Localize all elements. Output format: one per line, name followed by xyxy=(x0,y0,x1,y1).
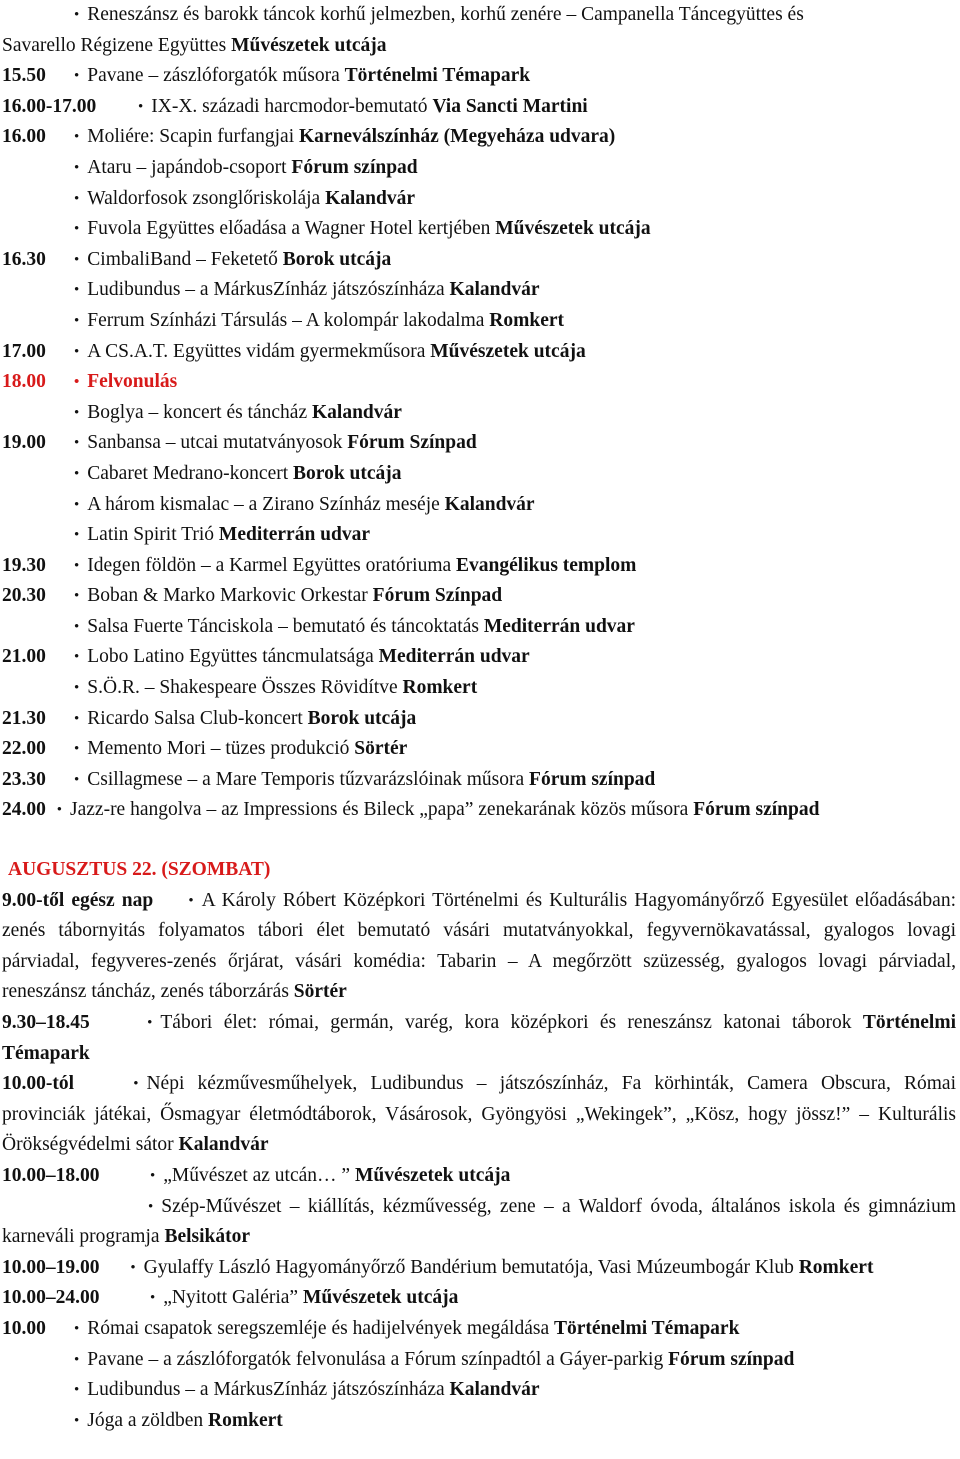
entry-text: Savarello Régizene Együttes xyxy=(2,34,232,56)
entry-text: Jóga a zöldben xyxy=(87,1409,209,1431)
schedule-paragraph xyxy=(2,1069,956,1161)
schedule-line xyxy=(2,551,956,582)
schedule-paragraph xyxy=(2,1253,956,1284)
schedule-line xyxy=(2,1161,956,1192)
entry-venue: Mediterrán udvar xyxy=(483,615,635,637)
entry-venue: Művészetek utcája xyxy=(302,1287,459,1309)
entry-venue: Karneválszínház (Megyeháza udvara) xyxy=(299,126,616,148)
schedule-line xyxy=(2,520,956,551)
schedule-line xyxy=(2,581,956,612)
entry-venue: Fórum színpad xyxy=(529,768,656,790)
schedule-line xyxy=(2,122,956,153)
entry-time: 19.30 xyxy=(2,554,46,576)
entry-venue: Borok utcája xyxy=(282,248,392,270)
schedule-line xyxy=(2,673,956,704)
entry-text: Népi kézművesműhelyek, Ludibundus – játszószínház, Fa körhinták, Camera Obscura, Római provinciák játékai, Ősmagyar életmódtáborok, Vásárosok, Gyöngyösi „Wekingek”, „Kösz, hogy jössz!” – Kulturális Örökségvédelmi sátor xyxy=(2,1073,956,1156)
entry-text: Latin Spirit Trió xyxy=(87,524,219,546)
entry-time: 20.30 xyxy=(2,585,46,607)
entry-venue: Művészetek utcája xyxy=(354,1164,511,1186)
entry-text: Boban & Marko Markovic Orkestar xyxy=(87,585,373,607)
schedule-line xyxy=(2,337,956,368)
schedule-paragraph xyxy=(2,1008,956,1069)
schedule-line xyxy=(2,184,956,215)
entry-time: 16.30 xyxy=(2,248,46,270)
schedule-line xyxy=(2,398,956,429)
entry-venue: Mediterrán udvar xyxy=(378,646,530,668)
schedule-line xyxy=(2,1345,956,1376)
schedule-line xyxy=(2,306,956,337)
entry-time: 9.30–18.45 xyxy=(2,1012,90,1033)
entry-text: Ataru – japándob-csoport xyxy=(87,156,292,178)
entry-time: 10.00–24.00 xyxy=(2,1287,100,1309)
entry-text: Csillagmese – a Mare Temporis tűzvarázslóinak műsora xyxy=(87,768,530,790)
entry-text: Memento Mori – tüzes produkció xyxy=(87,738,355,760)
entry-text: S.Ö.R. – Shakespeare Összes Rövidítve xyxy=(87,677,403,699)
entry-text: Római csapatok seregszemléje és hadijelvények megáldása xyxy=(87,1317,554,1339)
entry-text: Ricardo Salsa Club-koncert xyxy=(87,707,308,729)
entry-time: 19.00 xyxy=(2,432,46,454)
entry-venue: Kalandvár xyxy=(444,493,535,515)
entry-text: Idegen földön – a Karmel Együttes oratóriuma xyxy=(87,554,457,576)
schedule-line xyxy=(2,214,956,245)
entry-time: 16.00 xyxy=(2,126,46,148)
schedule-line xyxy=(2,153,956,184)
entry-text: Waldorfosok zsonglőriskolája xyxy=(87,187,326,209)
schedule-line xyxy=(2,31,956,62)
entry-text: „Művészet az utcán… ” xyxy=(163,1164,355,1186)
entry-text: CimbaliBand – Feketető xyxy=(87,248,283,270)
schedule-line xyxy=(2,1283,956,1314)
entry-time: 23.30 xyxy=(2,768,46,790)
day-heading: AUGUSZTUS 22. (SZOMBAT) xyxy=(8,859,271,881)
entry-venue: Romkert xyxy=(208,1409,283,1431)
entry-venue: Fórum színpad xyxy=(291,156,418,178)
schedule-line xyxy=(2,734,956,765)
entry-venue: Művészetek utcája xyxy=(231,34,387,56)
entry-text: Pavane – zászlóforgatók műsora xyxy=(87,65,345,87)
entry-venue: Történelmi Témapark xyxy=(344,65,531,87)
schedule-line xyxy=(2,245,956,276)
entry-time: 21.00 xyxy=(2,646,46,668)
entry-time: 15.50 xyxy=(2,65,46,87)
entry-text: Pavane – a zászlóforgatók felvonulása a Fórum színpadtól a Gáyer-parkig xyxy=(87,1348,669,1370)
schedule-line xyxy=(2,642,956,673)
entry-text: IX-X. századi harcmodor-bemutató xyxy=(151,95,433,117)
entry-time: 17.00 xyxy=(2,340,46,362)
schedule-line xyxy=(2,765,956,796)
entry-venue: Romkert xyxy=(798,1256,874,1278)
entry-venue: Belsikátor xyxy=(164,1226,251,1248)
entry-venue: Fórum színpad xyxy=(668,1348,795,1370)
entry-venue: Művészetek utcája xyxy=(430,340,586,362)
entry-venue: Kalandvár xyxy=(325,187,416,209)
entry-venue: Sörtér xyxy=(354,738,408,760)
entry-venue: Borok utcája xyxy=(307,707,417,729)
entry-venue: Fórum Színpad xyxy=(372,585,503,607)
schedule-paragraph xyxy=(2,886,956,1008)
entry-text: A CS.A.T. Együttes vidám gyermekműsora xyxy=(87,340,431,362)
entry-text: Gyulaffy László Hagyományőrző Bandérium bemutatója, Vasi Múzeumbogár Klub xyxy=(143,1256,799,1278)
schedule-line xyxy=(2,459,956,490)
entry-time: 18.00 xyxy=(2,371,46,393)
entry-text: „Nyitott Galéria” xyxy=(163,1287,303,1309)
entry-time: 24.00 xyxy=(2,799,46,821)
schedule-line xyxy=(2,1314,956,1345)
schedule-line xyxy=(2,0,956,31)
entry-venue: Kalandvár xyxy=(449,1379,540,1401)
schedule-line xyxy=(2,275,956,306)
schedule-line xyxy=(2,490,956,521)
entry-text: A három kismalac – a Zirano Színház meséje xyxy=(87,493,445,515)
entry-time: 22.00 xyxy=(2,738,46,760)
entry-text: Fuvola Együttes előadása a Wagner Hotel kertjében xyxy=(87,218,496,240)
entry-text: Boglya – koncert és táncház xyxy=(87,401,312,423)
schedule-line xyxy=(2,612,956,643)
entry-text: Lobo Latino Együttes táncmulatsága xyxy=(87,646,379,668)
schedule-line xyxy=(2,1406,956,1437)
entry-time: 10.00 xyxy=(2,1317,46,1339)
schedule-line xyxy=(2,1375,956,1406)
entry-venue: Művészetek utcája xyxy=(495,218,651,240)
entry-text: Tábori élet: római, germán, varég, kora középkori és reneszánsz katonai táborok xyxy=(160,1012,863,1033)
schedule-line xyxy=(2,92,956,123)
entry-text: Ferrum Színházi Társulás – A kolompár lakodalma xyxy=(87,309,490,331)
entry-venue: Romkert xyxy=(489,309,565,331)
entry-time: 21.30 xyxy=(2,707,46,729)
schedule-line xyxy=(2,61,956,92)
entry-text: Sanbansa – utcai mutatványosok xyxy=(87,432,348,454)
parade-label: • Felvonulás xyxy=(74,367,177,398)
entry-venue: Sörtér xyxy=(293,981,347,1003)
entry-venue: Kalandvár xyxy=(449,279,540,301)
entry-venue: Kalandvár xyxy=(311,401,402,423)
entry-text: Salsa Fuerte Tánciskola – bemutató és táncoktatás xyxy=(87,615,484,637)
entry-venue: Történelmi Témapark xyxy=(554,1317,740,1339)
schedule-line xyxy=(2,367,956,398)
schedule-paragraph xyxy=(2,795,956,826)
entry-venue: Történelmi Témapark xyxy=(2,1012,957,1064)
entry-text: Ludibundus – a MárkusZínház játszószínháza xyxy=(87,1379,450,1401)
entry-venue: Via Sancti Martini xyxy=(432,95,588,117)
entry-time: 16.00-17.00 xyxy=(2,95,97,117)
entry-venue: Borok utcája xyxy=(293,462,402,484)
entry-venue: Fórum színpad xyxy=(693,799,820,821)
entry-time: 10.00-tól xyxy=(2,1073,75,1095)
entry-text: Ludibundus – a MárkusZínház játszószínháza xyxy=(87,279,450,301)
program-document xyxy=(2,0,956,1436)
entry-text: • Reneszánsz és barokk táncok korhű jelmezben, korhű zenére – Campanella Táncegyüttes és xyxy=(74,0,804,31)
schedule-line xyxy=(2,428,956,459)
entry-text: Jazz-re hangolva – az Impressions és Bileck „papa” zenekarának közös műsora xyxy=(70,799,694,821)
entry-time: 10.00–18.00 xyxy=(2,1164,100,1186)
entry-venue: Fórum Színpad xyxy=(347,432,477,454)
entry-time: 10.00–19.00 xyxy=(2,1256,100,1278)
entry-text: A Károly Róbert Középkori Történelmi és Kulturális Hagyományőrző Egyesület előadásában: zenés tábornyitás folyamatos tábori élet bemutató vásári mutatványokkal, fegyvernökavatással, gyalogos lovagi párviadal, fegyveres-zenés őrjárat, vásári komédia: Tabarin – A megőrzött szüzesség, gyalogos lovagi párviadal, reneszánsz táncház, zenés táborzárás xyxy=(2,889,957,1003)
entry-venue: Evangélikus templom xyxy=(456,554,637,576)
entry-venue: Mediterrán udvar xyxy=(218,524,371,546)
entry-text: Moliére: Scapin furfangjai xyxy=(87,126,299,148)
schedule-line xyxy=(2,704,956,735)
entry-time: 9.00-től egész nap xyxy=(2,889,154,911)
entry-text: Cabaret Medrano-koncert xyxy=(87,462,294,484)
entry-venue: Romkert xyxy=(402,677,478,699)
entry-text: Szép-Művészet – kiállítás, kézművesség, zene – a Waldorf óvoda, általános iskola és gimnázium karneváli programja xyxy=(2,1195,956,1248)
schedule-paragraph xyxy=(2,1192,956,1253)
entry-venue: Kalandvár xyxy=(178,1134,269,1156)
